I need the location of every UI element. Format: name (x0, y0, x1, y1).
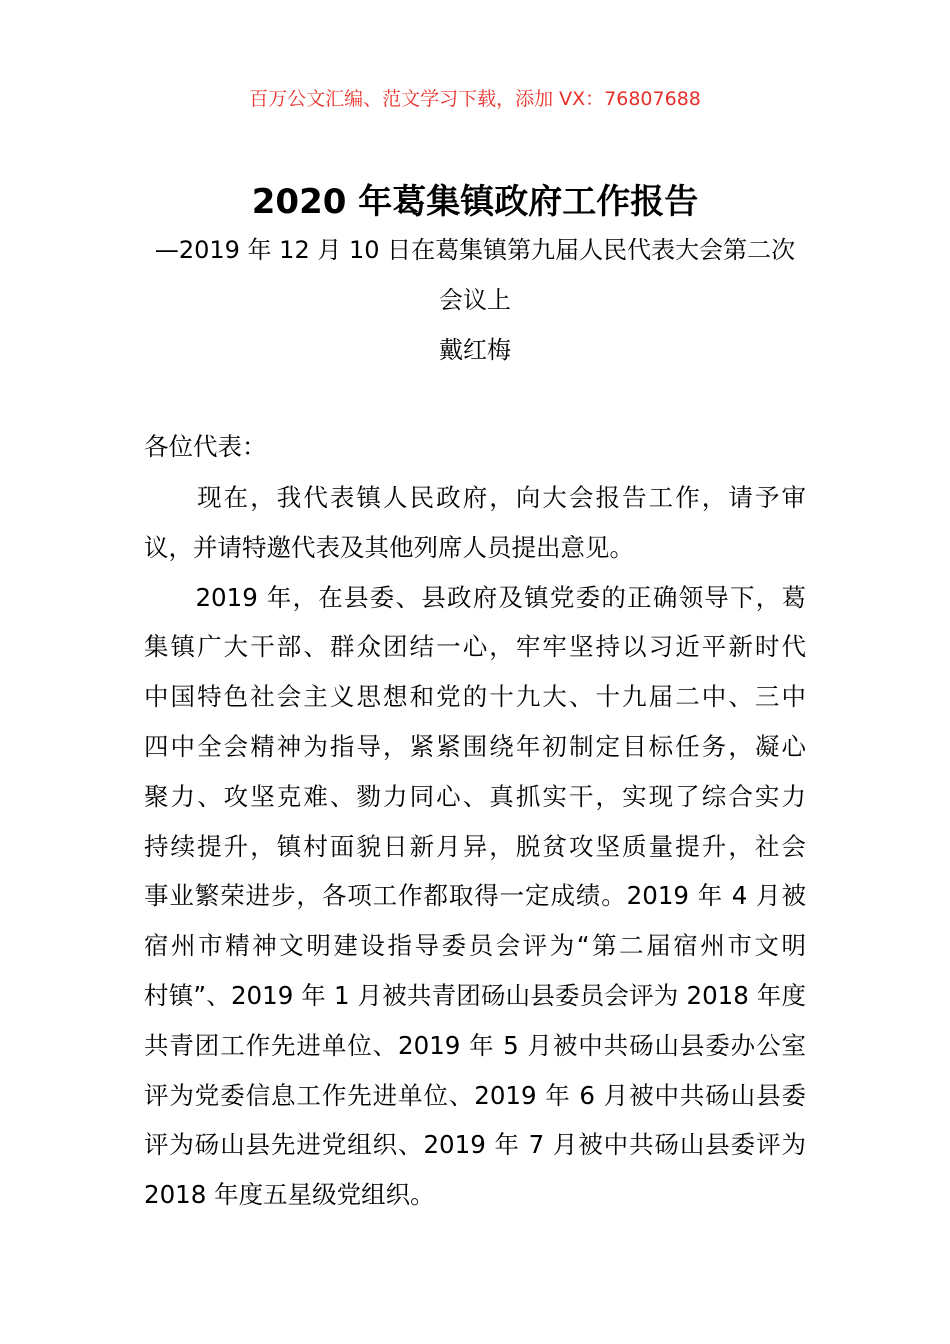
author: 戴红梅 (439, 336, 511, 364)
salutation: 各位代表： (144, 432, 267, 461)
paragraph-line: 议，并请特邀代表及其他列席人员提出意见。 (144, 532, 634, 562)
paragraph-line: 宿州市精神文明建设指导委员会评为“第二届宿州市文明 (144, 931, 806, 961)
paragraph-line: 现在，我代表镇人民政府，向大会报告工作，请予审 (144, 483, 806, 512)
document-title: 2020 年葛集镇政府工作报告 (251, 182, 699, 222)
watermark-header-note: 百万公文汇编、范文学习下载，添加 VX：76807688 (249, 88, 701, 110)
paragraph-line: 评为党委信息工作先进单位、2019 年 6 月被中共砀山县委 (144, 1080, 806, 1110)
paragraph-line: 共青团工作先进单位、2019 年 5 月被中共砀山县委办公室 (144, 1030, 806, 1060)
paragraph-line: 2019 年，在县委、县政府及镇党委的正确领导下，葛 (144, 582, 806, 612)
subtitle-line-2: 会议上 (439, 286, 511, 314)
paragraph-line: 集镇广大干部、群众团结一心，牢牢坚持以习近平新时代 (144, 632, 806, 662)
paragraph-line: 四中全会精神为指导，紧紧围绕年初制定目标任务，凝心 (144, 732, 806, 761)
paragraph-line: 事业繁荣进步，各项工作都取得一定成绩。2019 年 4 月被 (144, 881, 806, 911)
subtitle-line-1: —2019 年 12 月 10 日在葛集镇第九届人民代表大会第二次 (154, 236, 796, 264)
paragraph-line: 持续提升，镇村面貌日新月异，脱贫攻坚质量提升，社会 (144, 831, 806, 861)
paragraph-line: 村镇”、2019 年 1 月被共青团砀山县委员会评为 2018 年度 (144, 981, 806, 1010)
paragraph-line: 聚力、攻坚克难、勠力同心、真抓实干，实现了综合实力 (144, 781, 806, 811)
paragraph-line: 中国特色社会主义思想和党的十九大、十九届二中、三中 (144, 682, 806, 712)
paragraph-line: 2018 年度五星级党组织。 (144, 1180, 435, 1210)
paragraph-line: 评为砀山县先进党组织、2019 年 7 月被中共砀山县委评为 (144, 1130, 806, 1160)
